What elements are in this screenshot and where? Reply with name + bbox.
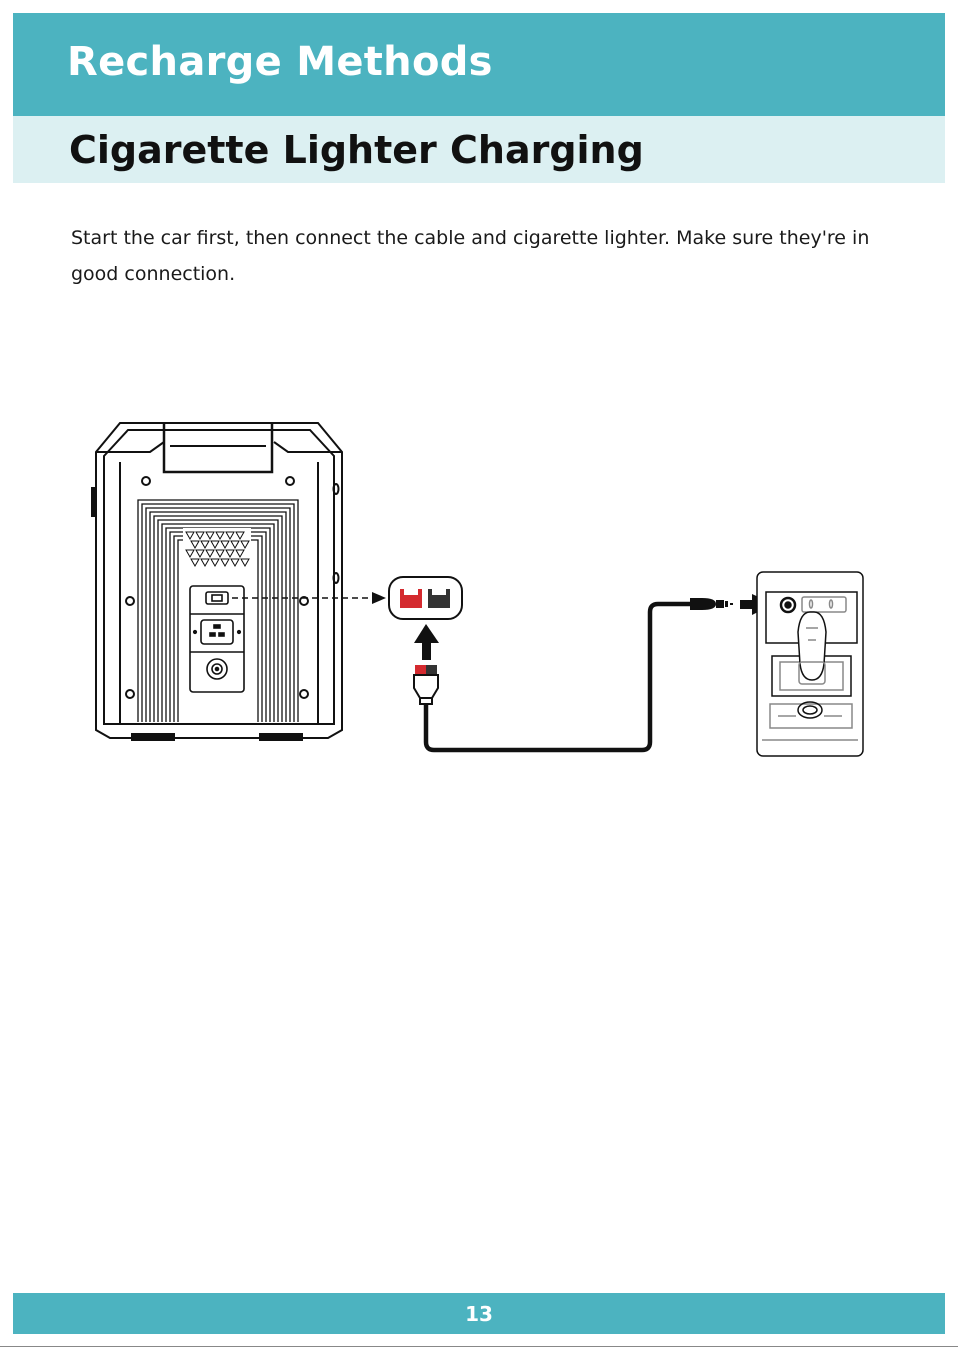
instructions-text: Start the car first, then connect the cable and cigarette lighter. Make sure they're in good connection.: [71, 227, 870, 285]
xt60-socket: [389, 577, 462, 619]
grille: [183, 528, 251, 568]
page-title: Recharge Methods: [67, 39, 493, 85]
bottom-rule: [0, 1346, 958, 1347]
page-number: 13: [465, 1302, 493, 1326]
arrow-right-icon: [372, 592, 386, 604]
section-title: Cigarette Lighter Charging: [69, 128, 644, 172]
xt60-plug: [414, 665, 438, 704]
charging-cable: [426, 604, 690, 750]
footer-bar: [13, 1293, 945, 1334]
car-console-image: [757, 572, 863, 756]
car-charger-plug: [690, 598, 733, 610]
arrow-up-icon: [414, 624, 439, 660]
port-panel: [190, 586, 244, 692]
